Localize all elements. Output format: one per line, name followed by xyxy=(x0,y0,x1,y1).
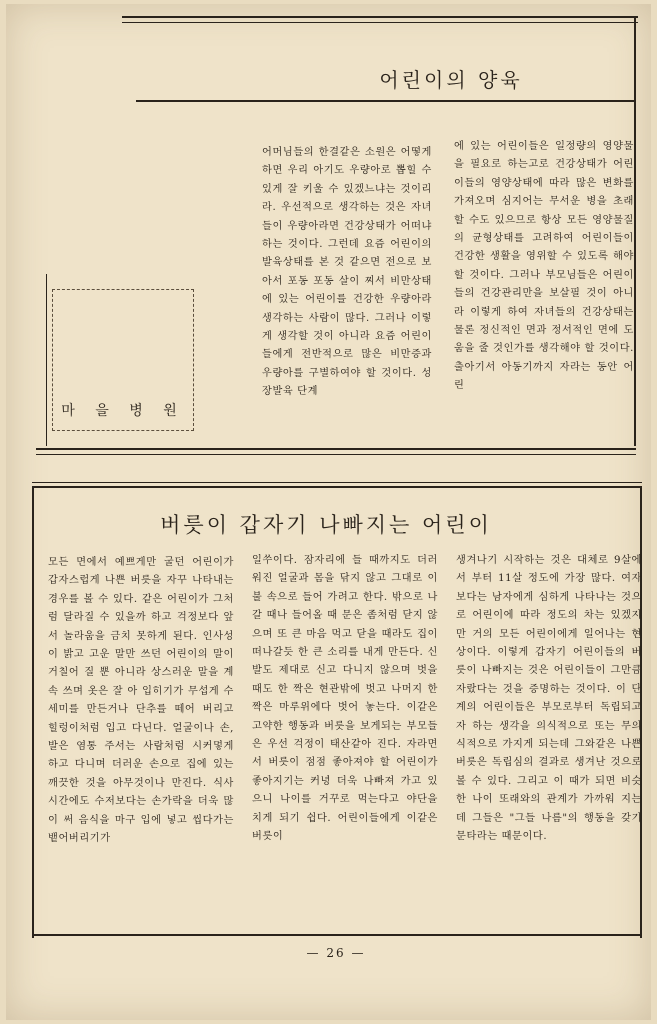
article-column: 생겨나기 시작하는 것은 대체로 9살에서 부터 11살 정도에 가장 많다. 여자보다는 남자에게 심하게 나타나는 것으로 어린이에 따라 정도의 차는 있겠지만 거의 모든 어린이에게 일어나는 현상이다. 이렇게 갑자기 어린이들의 버릇이 나빠지는 것은 어린이들이 그만큼 자랐다는 것을 증명하는 것이다. 이 단계의 어린이들은 부모로부터 독립되고자 하는 생각을 의식적으로 또는 무의식적으로 가지게 되는데 그와같은 나쁜 버릇은 독립심의 결과로 생겨난 것으로 볼 수 있다. 그리고 이 때가 되면 비슷한 나이 또래와의 관계가 가까워 지는데 그들은 "그들 나름"의 행동을 갖기 문타라는 때문이다. xyxy=(456,555,642,843)
section-divider-thin xyxy=(36,454,636,455)
title-underline xyxy=(136,100,636,102)
article-column: 일쑤이다. 잠자리에 들 때까지도 더러워진 얼굴과 몸을 닦지 않고 그대로 이불 속으로 들어 가려고 한다. 밖으로 나갈 때나 들어올 때 문은 좀처럼 닫지 않으며 또 큰 마음 먹고 닫을 때라도 집이 떠나갈듯 한 큰 소리를 내게 만든다. 신발도 제대로 신고 다니지 않으며 벗을 때도 한 짝은 현관밖에 벗고 나머지 한 짝은 마루위에다 벗어 놓는다. 이같은 고약한 행동과 버릇을 보게되는 부모들은 우선 걱정이 태산같아 진다. 자라면서 버릇이 점점 좋아져야 할 어린이가 좋아지기는 커녕 더욱 나빠져 가고 있으니 나이를 거꾸로 먹는다고 야단을 치게 되기 쉽다. 어린이들에게 이같은 버릇이 xyxy=(252,555,438,843)
bottom-frame-left xyxy=(32,486,34,938)
article-column: 모든 면에서 예쁘게만 굴던 어린이가 갑자스럽게 나쁜 버릇을 자꾸 나타내는 경우를 볼 수 있다. 같은 어린이가 그처럼 달라질 수 있을까 하고 걱정보다 앞서 놀라움을 금치 못하게 된다. 인사성이 밝고 고운 말만 쓰던 어린이의 말이 거칠어 질 뿐 아니라 상스러운 말을 계속 쓰며 옷은 잘 아 입히기가 무섭게 수세미를 만든거나 단추를 떼어 버리고 힐렁이처럼 입고 다닌다. 얼굴이나 손, 발은 염통 주서는 사람처럼 시커멓게 하고 다니며 더러운 손으로 집에 있는 깨끗한 것을 아무것이나 만진다. 식사시간에도 수저보다는 손가락을 더욱 많이 써 음식을 마구 입에 넣고 씹다가는 뱉어버리기가 xyxy=(48,557,234,845)
page-number: — 26 — xyxy=(306,946,366,960)
right-rule xyxy=(634,16,636,446)
bottom-frame-bottom xyxy=(32,934,642,936)
bottom-frame-top-bold xyxy=(32,486,642,488)
article-title: 버릇이 갑자기 나빠지는 어린이 xyxy=(160,513,492,537)
byline: 마 을 병 원 xyxy=(61,403,185,419)
top-rule xyxy=(122,16,638,18)
bottom-frame-top xyxy=(32,482,642,483)
article-title: 어린이의 양육 xyxy=(379,68,523,92)
top-rule-thin xyxy=(122,22,638,23)
left-rule xyxy=(46,274,47,446)
article-column: 에 있는 어린이들은 일정량의 영양물을 필요로 하는고로 건강상태가 어린이들의 영양상태에 따라 많은 변화를 가져오며 심지어는 무서운 병을 초래할 수도 있으므로 항상 모든 영양물질의 균형상태를 고려하여 어린이들이 건강한 생활을 영위할 수 있도록 해야할 것이다. 그러나 부모님들은 어린이들의 건강관리만을 보살필 것이 아니라 이렇게 하여 자녀들의 건강상태는 물론 정신적인 면과 정서적인 면에 도움을 줄 것인가를 생각해야 할 것이다. 출아기서 아동기까지 자라는 동안 어린 xyxy=(454,141,634,392)
section-divider xyxy=(36,448,636,450)
magazine-page xyxy=(6,4,651,1020)
article-column: 어머님들의 한결같은 소원은 어떻게 하면 우리 아기도 우량아로 뽑힐 수 있게 잘 키울 수 있겠느냐는 것이리라. 우선적으로 생각하는 것은 자녀들이 우량아라면 건강상태가 어떠냐 하는 것이다. 그런데 요즘 어린이의 발육상태를 본 것 같으면 전으로 보아서 포동 포동 살이 찌서 비만상태에 있는 어린이를 건강한 우량아라 생각하는 사람이 많다. 그러나 이렇게 생각할 것이 아니라 요즘 어린이들에게 전반적으로 많은 비만증과 우량아를 구별하여야 할 것이다. 성장발육 단계 xyxy=(262,147,432,398)
